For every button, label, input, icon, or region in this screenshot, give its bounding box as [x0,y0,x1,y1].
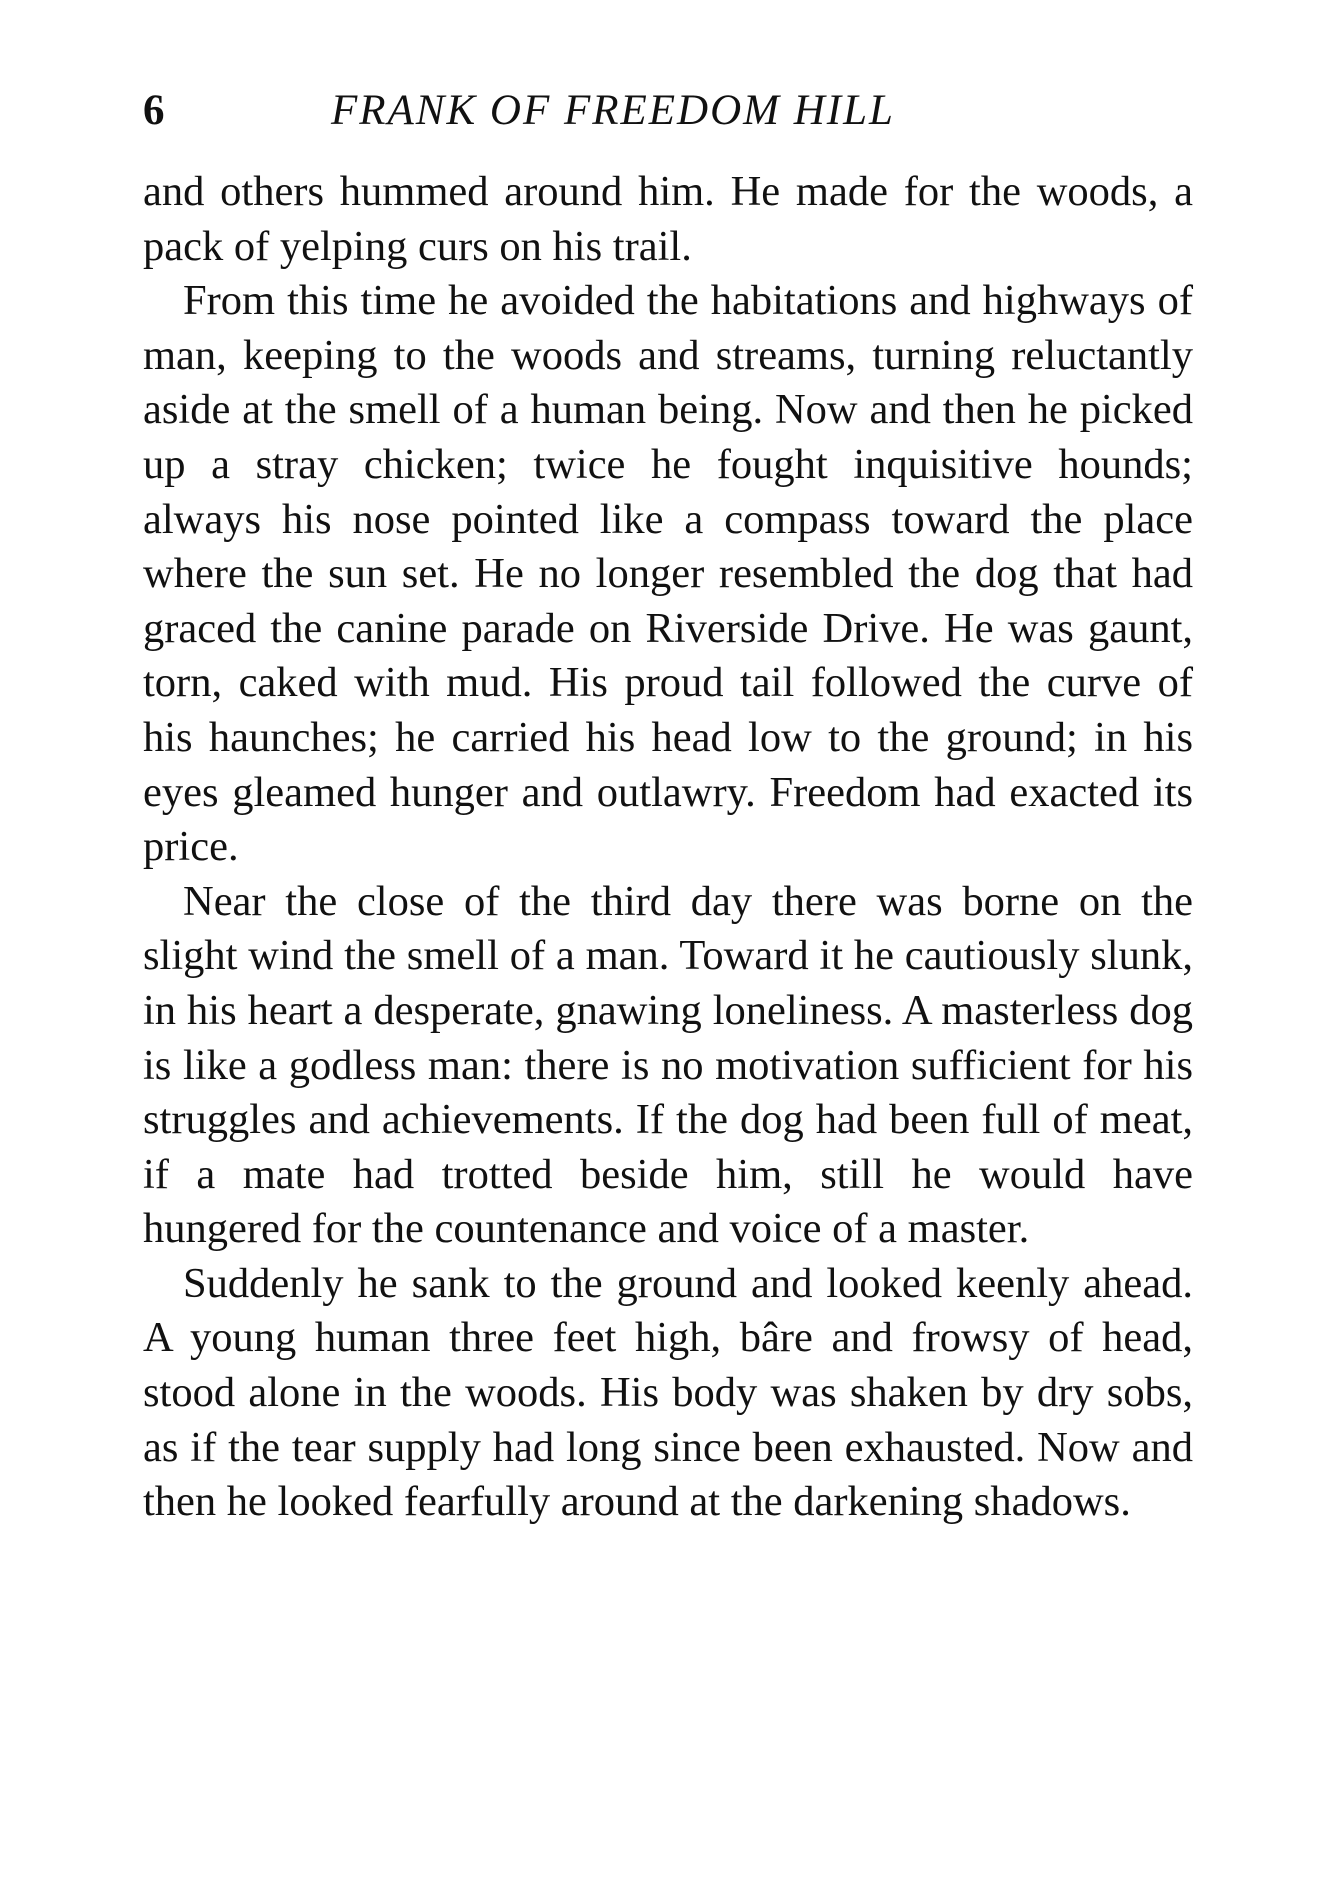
running-head-title: FRANK OF FREEDOM HILL [331,87,895,134]
paragraph-avoided-man: From this time he avoided the habitations and highways of man, keeping to the woods and streams, turning reluctantly aside at the smell of a human being. Now and then he picked up a stray chicken; twice he fought inquisitive hounds; always his nose pointed like a compass toward the place where the sun set. He no longer resembled the dog that had graced the canine parade on Riverside Drive. He was gaunt, torn, caked with mud. His proud tail followed the curve of his haunches; he carried his head low to the ground; in his eyes gleamed hunger and outlawry. Freedom had exacted its price. [143,277,1193,871]
paragraph-continued: and others hummed around him. He made for the woods, a pack of yelping curs on his trail. [143,168,1193,270]
paragraph-smell-of-man: Near the close of the third day there was borne on the slight wind the smell of a man. Toward it he cautiously slunk, in his heart a desperate, gnawing loneliness. A masterless dog is like a godless man: there is no motivation sufficient for his struggles and achievements. If the dog had been full of meat, if a mate had trotted beside him, still he would have hungered for the countenance and voice of a master. [143,877,1193,1253]
page-header [143,86,1193,136]
page-body [143,165,1193,1530]
paragraph-young-human: Suddenly he sank to the ground and looked keenly ahead. A young human three feet high, bâre and frowsy of head, stood alone in the woods. His body was shaken by dry sobs, as if the tear supply had long since been exhausted. Now and then he looked fearfully around at the darkening shadows. [143,1259,1193,1526]
page-number: 6 [143,87,165,134]
